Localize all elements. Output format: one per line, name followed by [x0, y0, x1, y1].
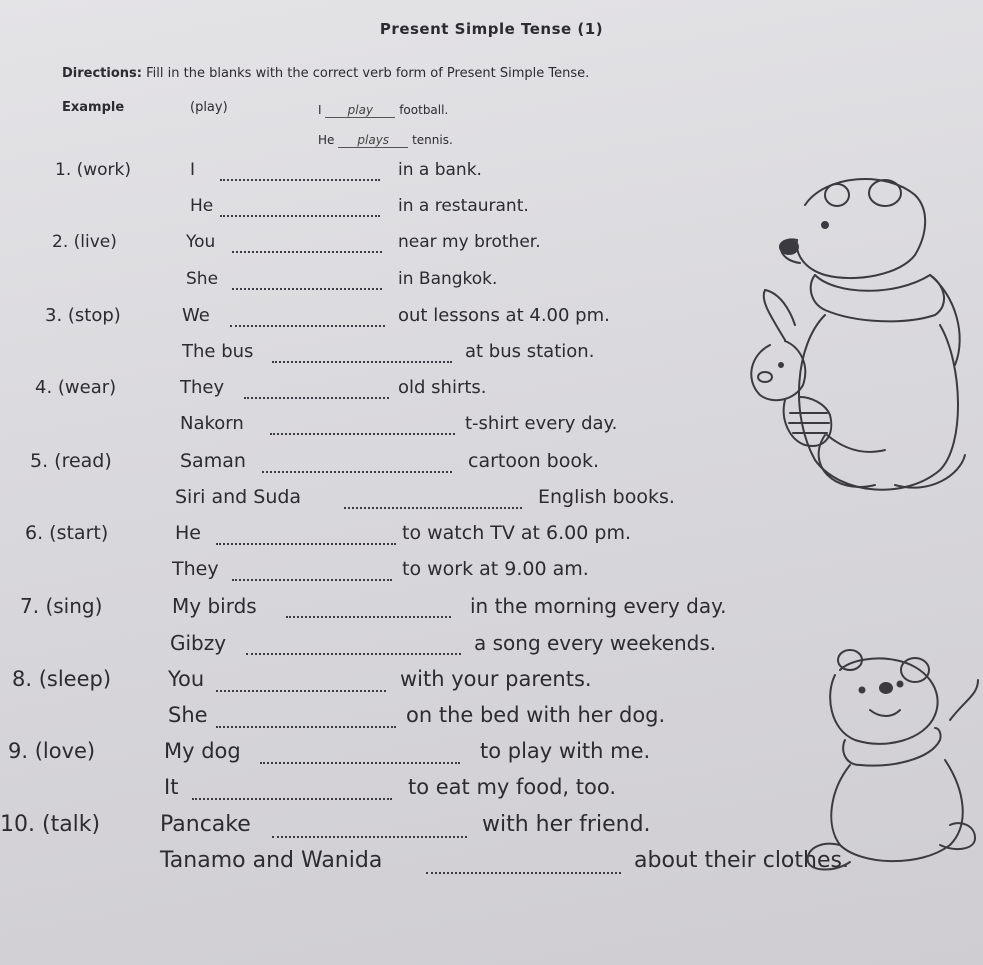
example-verb: (play) [190, 100, 228, 115]
answer-blank[interactable] [216, 543, 396, 545]
item-number-verb: 9. (love) [8, 739, 96, 764]
answer-blank[interactable] [246, 653, 461, 655]
item-subject: She [168, 703, 208, 727]
item-sentence-rest: in the morning every day. [470, 594, 727, 619]
answer-blank[interactable] [244, 397, 389, 399]
item-number-verb: 4. (wear) [35, 377, 117, 399]
item-subject: Saman [180, 449, 246, 472]
answer-blank[interactable] [232, 579, 392, 581]
item-subject: Tanamo and Wanida [160, 847, 383, 873]
item-sentence-rest: in Bangkok. [398, 268, 498, 289]
item-sentence-rest: to play with me. [480, 739, 651, 764]
item-subject: The bus [182, 341, 254, 362]
directions-text: Fill in the blanks with the correct verb form of Present Simple Tense. [146, 66, 590, 81]
answer-blank[interactable] [232, 288, 382, 290]
item-sentence-rest: with her friend. [482, 811, 651, 837]
answer-blank[interactable] [262, 471, 452, 473]
answer-blank[interactable] [230, 325, 385, 327]
example-subject: He [318, 133, 335, 147]
item-sentence-rest: on the bed with her dog. [406, 703, 666, 727]
item-subject: He [190, 196, 214, 217]
answer-blank[interactable] [272, 361, 452, 363]
item-subject: Pancake [160, 811, 251, 837]
item-subject: My birds [172, 594, 257, 619]
item-sentence-rest: to eat my food, too. [408, 775, 617, 800]
item-sentence-rest: with your parents. [400, 666, 592, 691]
item-subject: My dog [164, 739, 241, 764]
item-number-verb: 8. (sleep) [12, 666, 112, 691]
item-sentence-rest: t-shirt every day. [465, 413, 618, 435]
item-sentence-rest: a song every weekends. [474, 630, 717, 655]
item-subject: Nakorn [180, 413, 244, 435]
answer-blank[interactable] [192, 798, 392, 800]
answer-blank[interactable] [286, 616, 451, 618]
example-line-1 [318, 103, 448, 118]
item-number-verb: 2. (live) [52, 232, 117, 253]
answer-blank[interactable] [216, 726, 396, 728]
item-sentence-rest: at bus station. [465, 341, 595, 362]
item-subject: I [190, 160, 196, 180]
item-subject: They [180, 377, 225, 399]
item-sentence-rest: in a bank. [398, 160, 482, 180]
answer-blank[interactable] [260, 762, 460, 764]
item-number-verb: 6. (start) [25, 522, 109, 544]
example-rest: football. [399, 103, 449, 117]
winnie-the-pooh-with-piglet-illustration [745, 165, 970, 510]
item-sentence-rest: to work at 9.00 am. [402, 558, 589, 581]
example-subject: I [318, 103, 322, 117]
example-answer: plays [338, 133, 408, 148]
answer-blank[interactable] [344, 507, 522, 509]
item-number-verb: 3. (stop) [45, 304, 121, 326]
item-sentence-rest: cartoon book. [468, 449, 600, 472]
directions [62, 66, 589, 81]
example-rest: tennis. [412, 133, 453, 147]
item-subject: Gibzy [170, 630, 227, 655]
answer-blank[interactable] [270, 433, 455, 435]
item-subject: He [175, 522, 201, 544]
item-sentence-rest: out lessons at 4.00 pm. [398, 304, 610, 326]
directions-label: Directions: [62, 66, 142, 81]
item-sentence-rest: in a restaurant. [398, 196, 529, 217]
page-title: Present Simple Tense (1) [379, 20, 604, 38]
item-number-verb: 1. (work) [55, 160, 132, 180]
item-subject: You [186, 232, 216, 253]
answer-blank[interactable] [220, 179, 380, 181]
item-subject: We [182, 304, 210, 326]
item-subject: You [168, 666, 205, 691]
winnie-the-pooh-sitting-illustration [800, 640, 980, 875]
item-sentence-rest: English books. [538, 485, 675, 508]
item-subject: They [172, 558, 219, 581]
item-sentence-rest: near my brother. [398, 232, 541, 253]
answer-blank[interactable] [216, 690, 386, 692]
item-subject: She [186, 268, 219, 289]
item-number-verb: 5. (read) [30, 449, 112, 472]
item-sentence-rest: to watch TV at 6.00 pm. [402, 522, 632, 544]
example-answer: play [325, 103, 395, 118]
answer-blank[interactable] [232, 251, 382, 253]
item-sentence-rest: about their clothes. [634, 847, 849, 873]
item-number-verb: 10. (talk) [0, 811, 101, 837]
item-number-verb: 7. (sing) [20, 594, 103, 619]
answer-blank[interactable] [426, 872, 621, 874]
example-label: Example [62, 100, 125, 115]
item-subject: It [164, 775, 179, 800]
answer-blank[interactable] [220, 215, 380, 217]
item-subject: Siri and Suda [175, 485, 302, 508]
answer-blank[interactable] [272, 836, 467, 838]
item-sentence-rest: old shirts. [398, 377, 487, 399]
example-line-2 [318, 133, 453, 148]
